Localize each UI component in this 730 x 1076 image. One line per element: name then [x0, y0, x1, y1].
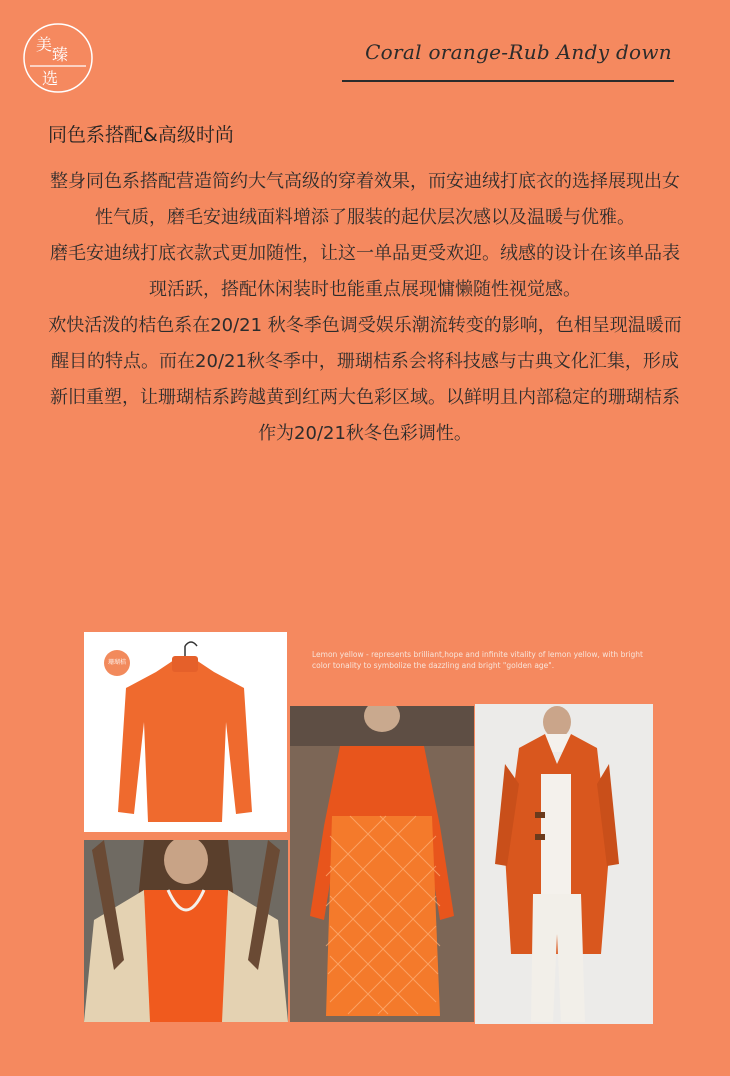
product-badge: 珊瑚桔	[104, 650, 130, 676]
runway-quilted-skirt-photo	[290, 706, 474, 1022]
header-title: Coral orange-Rub Andy down	[365, 40, 672, 64]
header-divider	[342, 80, 674, 82]
paragraph-1: 整身同色系搭配营造简约大气高级的穿着效果，而安迪绒打底衣的选择展现出女性气质，磨毛安迪绒面料增添了服装的起伏层次感以及温暖与优雅。	[50, 171, 680, 228]
body-text	[44, 164, 686, 452]
tagline: Lemon yellow - represents brilliant,hope and infinite vitality of lemon yellow, with bright color tonality to symbolize the dazzling and bright "golden age".	[312, 650, 643, 670]
paragraph-3: 欢快活泼的桔色系在20/21 秋冬季色调受娱乐潮流转变的影响，色相呈现温暖而醒目的特点。而在20/21秋冬季中，珊瑚桔系会将科技感与古典文化汇集，形成新旧重塑，让珊瑚桔系跨越黄到红两大色彩区域。以鲜明且内部稳定的珊瑚桔系作为20/21秋冬色彩调性。	[48, 315, 682, 444]
svg-text:选: 选	[42, 69, 59, 88]
svg-text:美: 美	[36, 35, 53, 54]
beige-blazer-photo	[84, 840, 288, 1022]
paragraph-2: 磨毛安迪绒打底衣款式更加随性，让这一单品更受欢迎。绒感的设计在该单品表现活跃，搭配休闲装时也能重点展现慵懒随性视觉感。	[50, 243, 680, 300]
orange-coat-photo	[475, 704, 653, 1024]
brand-logo	[22, 22, 94, 94]
section-heading: 同色系搭配&高级时尚	[48, 124, 234, 146]
svg-text:臻: 臻	[52, 45, 69, 64]
